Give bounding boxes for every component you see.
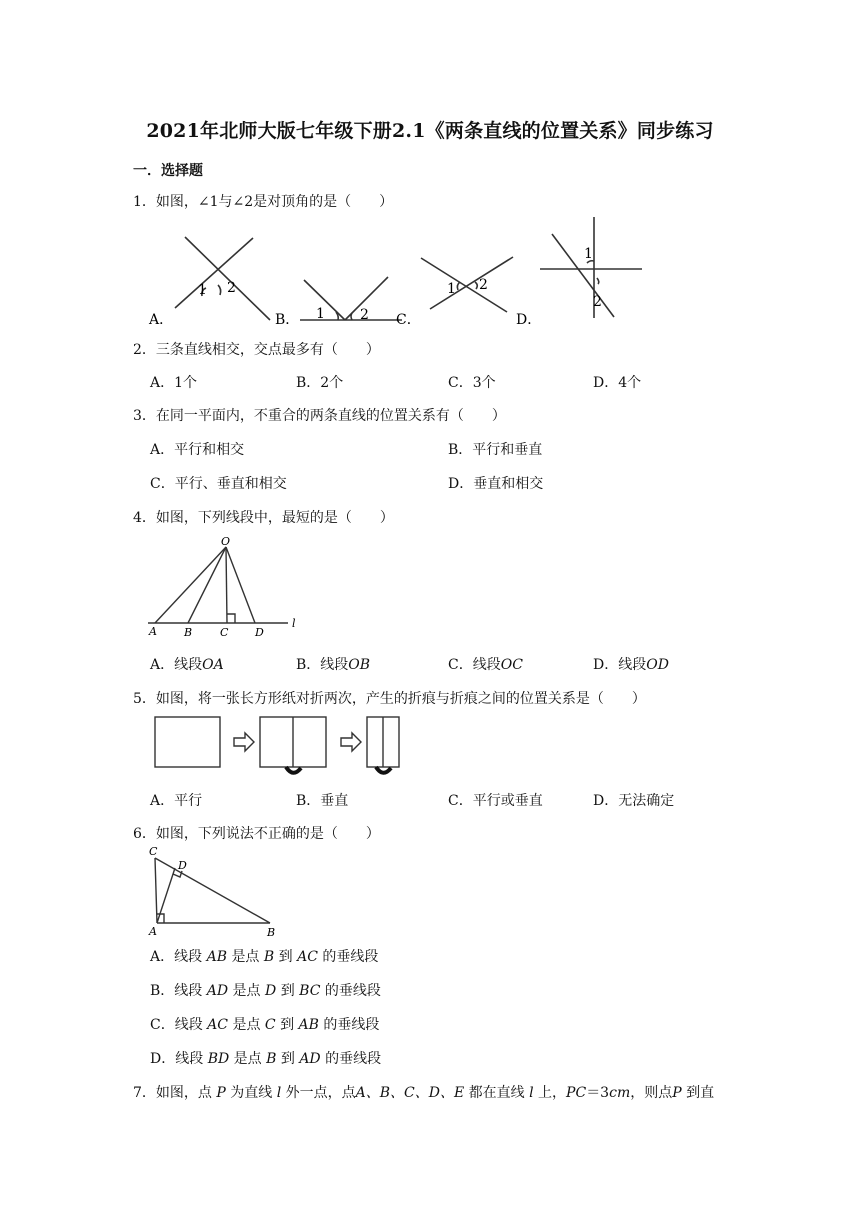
q3-option-b: B．平行和垂直 bbox=[448, 442, 543, 458]
question-6-stem: 6．如图，下列说法不正确的是（ ） bbox=[133, 826, 380, 842]
q5-option-b: B．垂直 bbox=[296, 793, 349, 809]
q1-figure-c bbox=[421, 257, 513, 312]
q5-fold-icon-2 bbox=[376, 767, 391, 773]
question-3-stem: 3．在同一平面内，不重合的两条直线的位置关系有（ ） bbox=[133, 408, 506, 424]
q1-b-angle-1: 1 bbox=[316, 306, 325, 322]
q1-b-angle-2: 2 bbox=[360, 307, 369, 323]
q4-label-o: O bbox=[221, 535, 231, 548]
section-heading: 一．选择题 bbox=[133, 163, 203, 179]
q3-option-a: A．平行和相交 bbox=[150, 442, 245, 458]
q5-arrow-icon-2 bbox=[341, 733, 361, 751]
q1-c-angle-1: 1 bbox=[447, 281, 456, 297]
page-title: 2021年北师大版七年级下册2.1《两条直线的位置关系》同步练习 bbox=[146, 120, 714, 142]
q2-option-c: C．3个 bbox=[448, 375, 496, 391]
q6-option-b: B．线段 AD 是点 D 到 BC 的垂线段 bbox=[150, 983, 381, 999]
q5-option-a: A．平行 bbox=[150, 793, 203, 809]
q5-option-d: D．无法确定 bbox=[593, 793, 675, 809]
q1-letter-b: B． bbox=[275, 312, 300, 328]
q4-label-c: C bbox=[220, 626, 229, 639]
q1-c-angle-2: 2 bbox=[479, 277, 488, 293]
q4-option-c: C．线段OC bbox=[448, 657, 523, 673]
q5-option-c: C．平行或垂直 bbox=[448, 793, 543, 809]
question-2-stem: 2．三条直线相交，交点最多有（ ） bbox=[133, 342, 380, 358]
q1-figure-d bbox=[540, 217, 642, 318]
q1-letter-d: D． bbox=[516, 312, 542, 328]
question-4-figure bbox=[143, 535, 313, 641]
question-5-figure bbox=[150, 712, 410, 778]
q4-label-b: B bbox=[184, 626, 193, 639]
q2-option-d: D．4个 bbox=[593, 375, 642, 391]
q6-label-b: B bbox=[267, 926, 276, 939]
q6-option-c: C．线段 AC 是点 C 到 AB 的垂线段 bbox=[150, 1017, 380, 1033]
q1-a-angle-2: 2 bbox=[227, 280, 236, 296]
q5-arrow-icon-1 bbox=[234, 733, 254, 751]
q4-option-a: A．线段OA bbox=[150, 657, 224, 673]
q3-option-d: D．垂直和相交 bbox=[448, 476, 544, 492]
q6-label-c: C bbox=[149, 845, 158, 858]
q4-option-b: B．线段OB bbox=[296, 657, 371, 673]
q4-label-a: A bbox=[149, 625, 157, 638]
q4-label-l: l bbox=[292, 617, 296, 630]
q1-a-angle-1: 1 bbox=[198, 282, 207, 298]
q3-option-c: C．平行、垂直和相交 bbox=[150, 476, 287, 492]
q4-label-d: D bbox=[255, 626, 264, 639]
q1-letter-c: C． bbox=[396, 312, 421, 328]
question-7-stem: 7．如图，点 P 为直线 l 外一点，点A、B、C、D、E 都在直线 l 上，PC＝3cm，则点P 到直 bbox=[133, 1085, 715, 1101]
question-6-figure bbox=[145, 842, 285, 940]
q4-option-d: D．线段OD bbox=[593, 657, 669, 673]
q2-option-b: B．2个 bbox=[296, 375, 344, 391]
q6-label-d: D bbox=[178, 859, 187, 872]
q6-option-a: A．线段 AB 是点 B 到 AC 的垂线段 bbox=[150, 949, 379, 965]
q6-option-d: D．线段 BD 是点 B 到 AD 的垂线段 bbox=[150, 1051, 382, 1067]
q6-label-a: A bbox=[149, 925, 157, 938]
q1-letter-a: A． bbox=[149, 312, 174, 328]
question-4-stem: 4．如图，下列线段中，最短的是（ ） bbox=[133, 510, 394, 526]
q1-figure-a bbox=[175, 237, 270, 320]
q1-d-angle-1: 1 bbox=[584, 246, 593, 262]
question-1-figures bbox=[140, 212, 660, 332]
q5-paper-unfolded bbox=[155, 717, 220, 767]
q2-option-a: A．1个 bbox=[150, 375, 198, 391]
question-5-stem: 5．如图，将一张长方形纸对折两次，产生的折痕与折痕之间的位置关系是（ ） bbox=[133, 691, 646, 707]
q1-d-angle-2: 2 bbox=[593, 294, 602, 310]
question-1-stem: 1．如图，∠1与∠2是对顶角的是（ ） bbox=[133, 194, 394, 210]
q5-fold-icon-1 bbox=[286, 767, 301, 773]
